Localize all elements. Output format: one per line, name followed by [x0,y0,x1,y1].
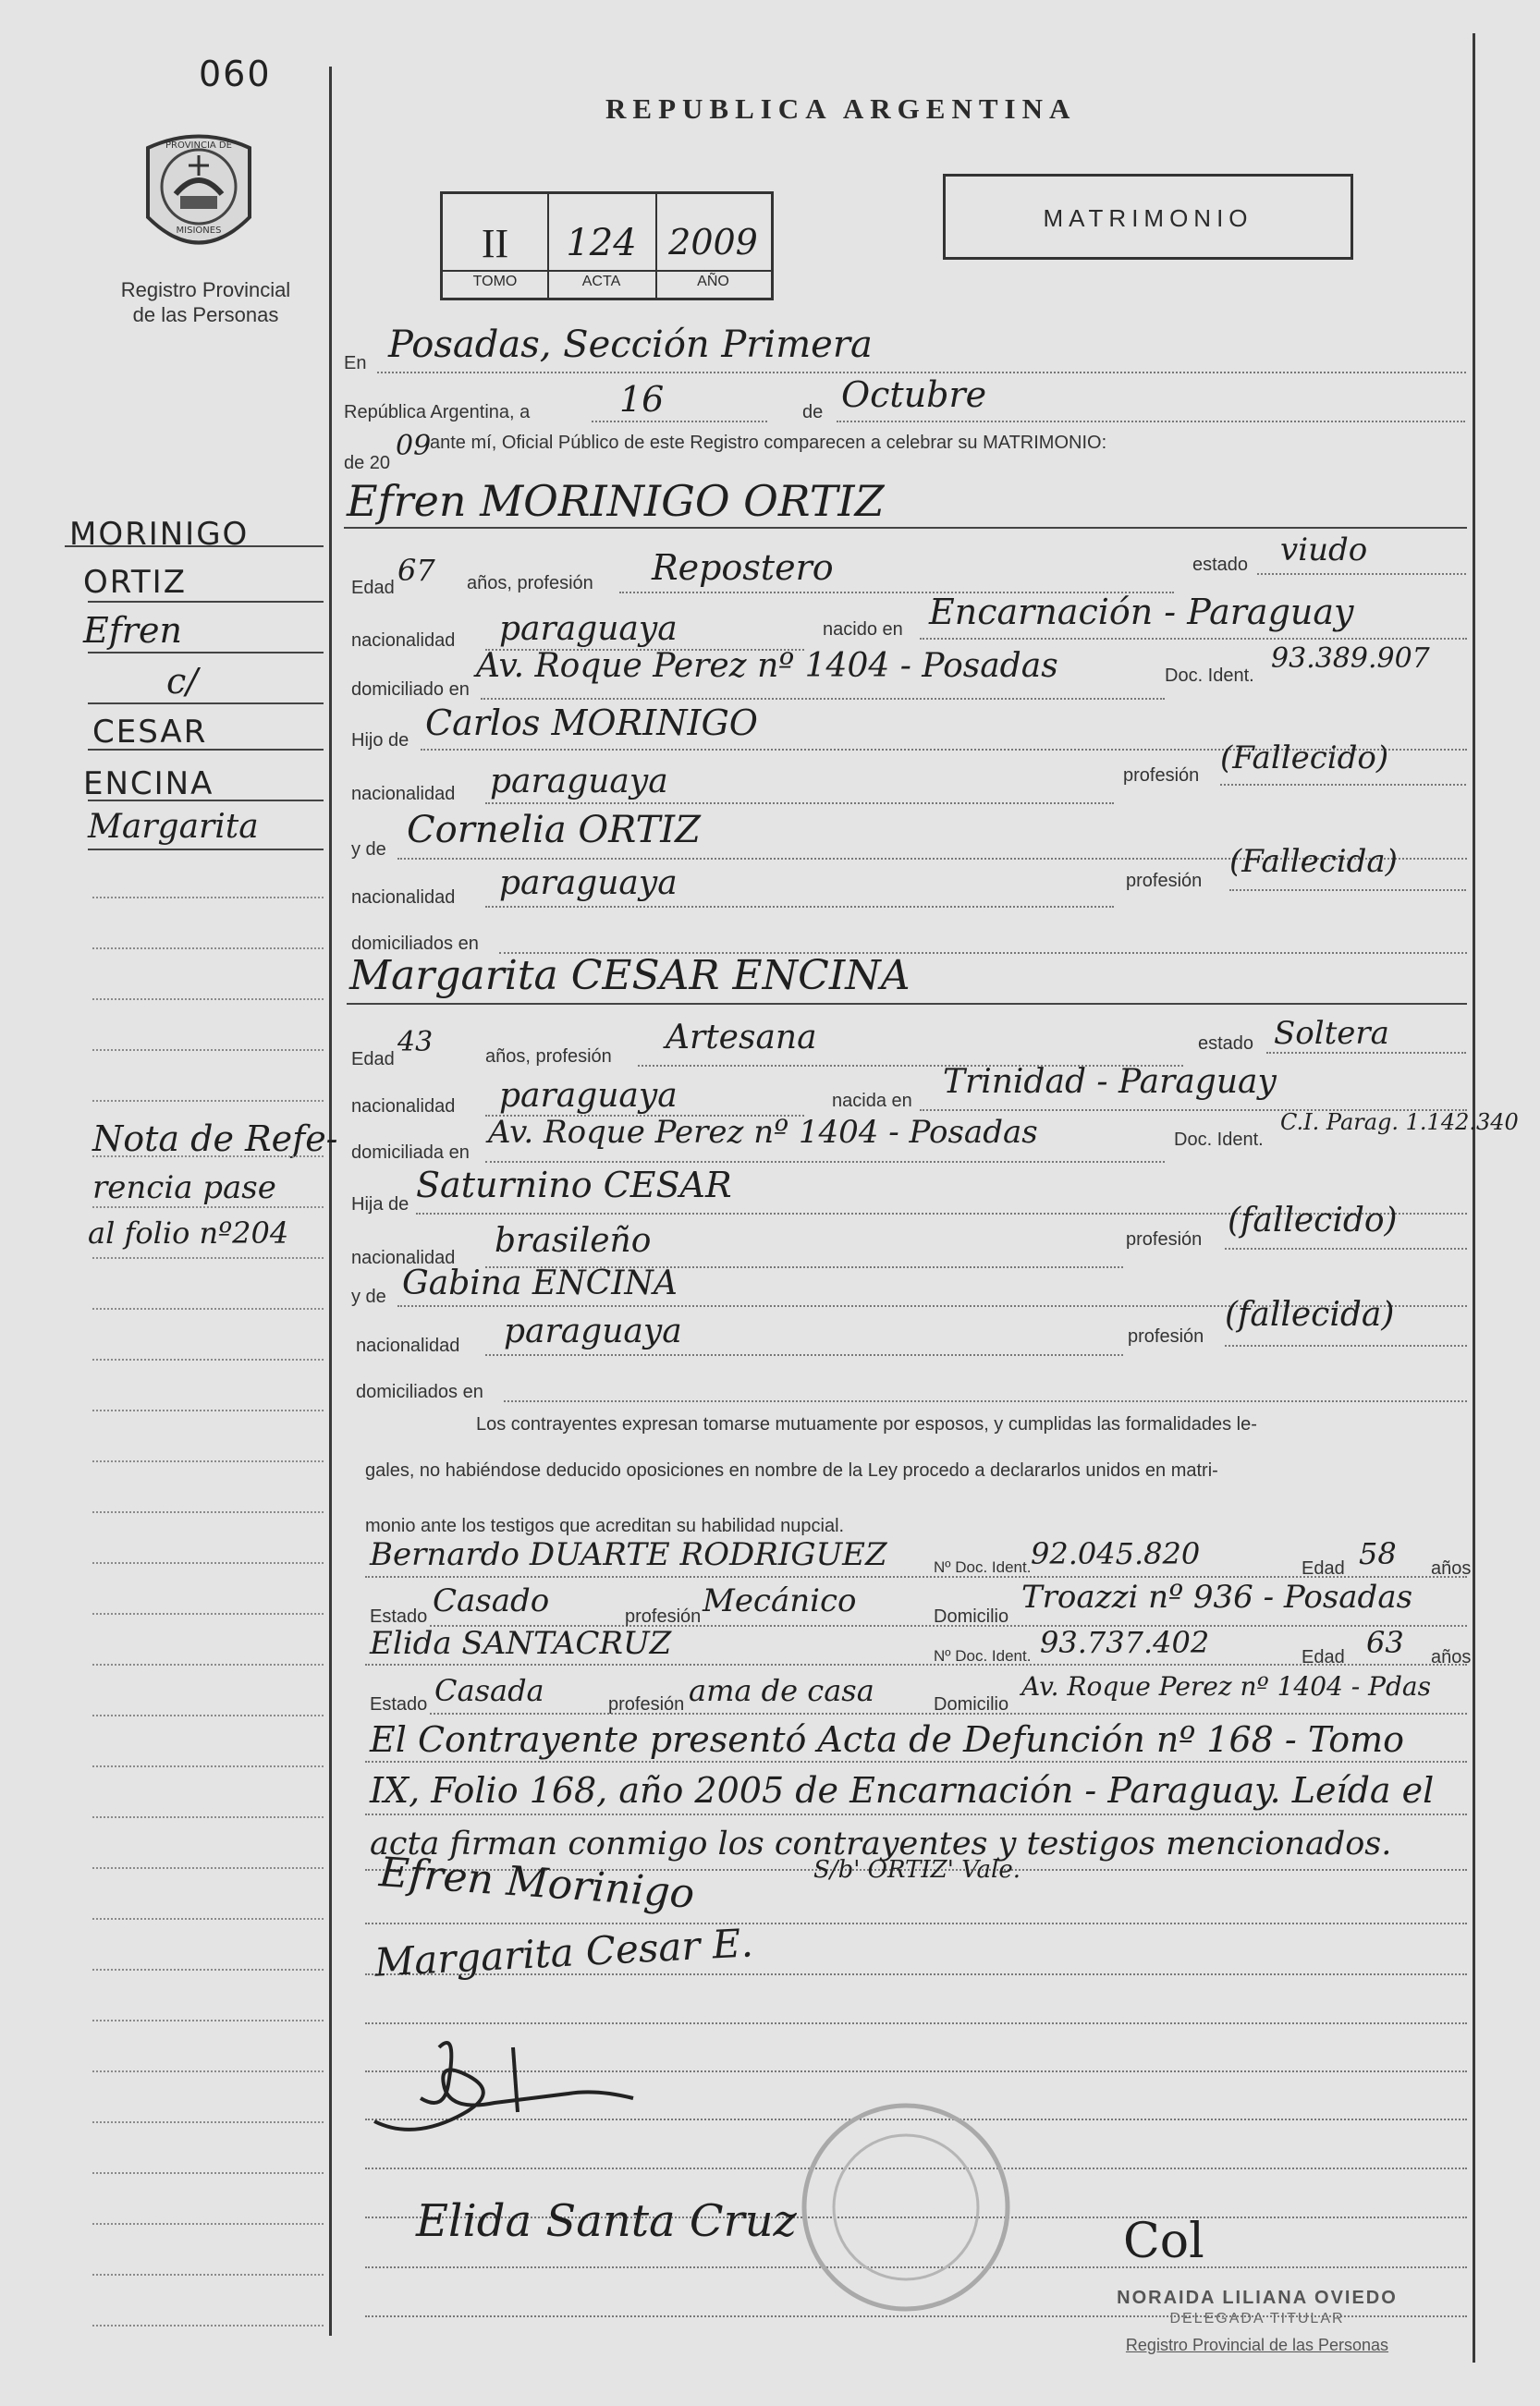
seal-text-top: PROVINCIA DE [165,140,232,151]
groom-address: Av. Roque Perez nº 1404 - Posadas [476,647,1058,685]
declaration-line-2: gales, no habiéndose deducido oposiciones en nombre de la Ley procedo a declararlos unidos en matri- [365,1460,1218,1481]
official-round-stamp-icon [795,2096,1017,2318]
note-line-2: IX, Folio 168, año 2005 de Encarnación - Paraguay. Leída el [370,1770,1435,1811]
bride-name: Margarita CESAR ENCINA [349,952,911,999]
left-margin-border [329,67,332,2336]
acta-label: ACTA [581,274,621,289]
month-value: Octubre [841,374,987,415]
groom-father-nat: paraguaya [490,763,668,800]
margin-groom-firstname: Efren [83,610,182,651]
witness1-dom-label: Domicilio [934,1606,1009,1627]
witness2-signature: Elida Santa Cruz [416,2195,797,2247]
declaration-line-1: Los contrayentes expresan tomarse mutuamente por esposos, y cumplidas las formalidades le- [476,1414,1257,1435]
bride-signature: Margarita Cesar E. [373,1920,754,1985]
groom-prof-label: años, profesión [467,573,593,593]
official-title-stamp: DELEGADA TITULAR [1169,2311,1345,2327]
margin-note-2: rencia pase [92,1169,276,1206]
groom-mother-prof: (Fallecida) [1229,843,1398,880]
groom-dom-label: domiciliado en [351,679,470,700]
bride-birthplace: Trinidad - Paraguay [943,1063,1277,1101]
witness2-dom-label: Domicilio [934,1694,1009,1715]
witness1-anios: años [1431,1558,1472,1579]
bride-age: 43 [397,1026,434,1058]
bride-mother-prof-label: profesión [1128,1326,1204,1347]
groom-mother: Cornelia ORTIZ [407,809,701,851]
act-reference-box [440,191,774,300]
acta-value: 124 [566,222,637,264]
bride-father-nat: brasileño [495,1222,652,1260]
margin-bride-surname1: CESAR [92,714,208,751]
bride-mother-label: y de [351,1287,386,1307]
groom-mother-prof-label: profesión [1126,871,1203,891]
witness1-age: 58 [1359,1536,1397,1571]
bride-doc: C.I. Parag. 1.142.340 [1280,1109,1519,1135]
de-label: de [802,402,824,422]
bride-mother-nat: paraguaya [504,1313,682,1350]
groom-father-nat-label: nacionalidad [351,784,456,804]
margin-note-3: al folio nº204 [88,1215,289,1251]
page-number: 060 [199,54,272,94]
act-type-label: MATRIMONIO [1043,204,1253,232]
groom-parents-dom-label: domiciliados en [351,934,479,954]
witness1-address: Troazzi nº 936 - Posadas [1021,1579,1413,1616]
witness1-doc-label: Nº Doc. Ident. [934,1558,1032,1576]
tomo-value: II [481,221,509,266]
groom-born-label: nacido en [823,619,903,640]
bride-father-nat-label: nacionalidad [351,1248,456,1268]
year-prefix: de 20 [344,453,391,473]
official-signature: Col [1123,2214,1204,2269]
witness1-estado: Casado [433,1582,550,1619]
groom-mother-nat: paraguaya [499,864,678,902]
bride-doc-label: Doc. Ident. [1174,1130,1264,1150]
bride-estado-label: estado [1198,1033,1254,1054]
margin-groom-surname2: ORTIZ [83,564,187,601]
act-type-box [943,174,1353,260]
bride-mother-nat-label: nacionalidad [356,1336,460,1356]
day-value: 16 [619,379,665,420]
bride-mother: Gabina ENCINA [402,1264,678,1302]
margin-groom-surname1: MORINIGO [69,516,250,553]
witness2-prof-label: profesión [608,1694,685,1715]
anio-value: 2009 [668,222,758,263]
witness2-estado: Casada [434,1673,544,1708]
margin-bride-surname2: ENCINA [83,765,214,802]
bride-estado: Soltera [1274,1015,1389,1052]
groom-mother-nat-label: nacionalidad [351,887,456,908]
margin-bride-firstname: Margarita [88,808,259,846]
bride-dom-label: domiciliada en [351,1142,470,1163]
anio-label: AÑO [697,274,729,289]
witness2-name: Elida SANTACRUZ [370,1625,672,1662]
year-suffix: 09 [396,430,432,462]
groom-father-prof-label: profesión [1123,765,1200,786]
bride-mother-prof: (fallecida) [1225,1296,1395,1334]
bride-father: Saturnino CESAR [416,1165,732,1205]
note-line-3: acta firman conmigo los contrayentes y testigos mencionados. [370,1826,1392,1863]
witness1-profession: Mecánico [703,1582,857,1619]
provincial-seal-icon [139,129,259,263]
right-margin-border [1473,33,1475,2363]
bride-nationality: paraguaya [499,1077,678,1115]
groom-nationality: paraguaya [499,610,678,648]
declaration-line-3: monio ante los testigos que acreditan su habilidad nupcial. [365,1516,845,1536]
groom-father-label: Hijo de [351,730,409,751]
witness2-doc-label: Nº Doc. Ident. [934,1647,1032,1665]
en-label: En [344,353,367,373]
margin-connector: c/ [166,661,199,702]
note-line-1: El Contrayente presentó Acta de Defunción nº 168 - Tomo [370,1719,1405,1760]
place-value: Posadas, Sección Primera [388,324,873,366]
republic-label: República Argentina, a [344,402,531,422]
witness1-prof-label: profesión [625,1606,702,1627]
witness2-age: 63 [1366,1625,1404,1660]
groom-birthplace: Encarnación - Paraguay [929,592,1354,632]
tomo-label: TOMO [472,274,518,289]
bride-father-prof: (fallecido) [1228,1202,1398,1240]
bride-father-label: Hija de [351,1194,409,1215]
groom-profession: Repostero [652,547,834,588]
groom-age: 67 [397,553,435,588]
groom-father: Carlos MORINIGO [425,702,758,743]
note-vale: S/b' ORTIZ' Vale. [813,1856,1021,1884]
witness2-edad-label: Edad [1302,1647,1345,1667]
margin-note-1: Nota de Refe- [92,1118,338,1159]
witness1-doc: 92.045.820 [1031,1536,1201,1571]
witness2-address: Av. Roque Perez nº 1404 - Pdas [1021,1671,1431,1702]
witness1-edad-label: Edad [1302,1558,1345,1579]
bride-prof-label: años, profesión [485,1046,612,1067]
bride-edad-label: Edad [351,1049,395,1069]
bride-profession: Artesana [666,1019,817,1056]
groom-nac-label: nacionalidad [351,630,456,651]
groom-mother-label: y de [351,839,386,860]
bride-father-prof-label: profesión [1126,1229,1203,1250]
bride-address: Av. Roque Perez nº 1404 - Posadas [488,1114,1038,1151]
witness1-estado-label: Estado [370,1606,428,1627]
official-name-stamp: NORAIDA LILIANA OVIEDO [1117,2288,1398,2308]
groom-edad-label: Edad [351,578,395,598]
bride-born-label: nacida en [832,1091,912,1111]
registry-name: Registro Provincial de las Personas [120,278,291,326]
witness2-anios: años [1431,1647,1472,1667]
groom-name: Efren MORINIGO ORTIZ [347,476,885,526]
country-title: REPUBLICA ARGENTINA [605,92,1077,125]
seal-text-bottom: MISIONES [176,226,222,236]
groom-estado: viudo [1280,531,1368,568]
groom-estado-label: estado [1192,555,1249,575]
bride-parents-dom-label: domiciliados en [356,1382,483,1402]
witness2-profession: ama de casa [689,1673,874,1708]
groom-signature: Efren Morinigo [377,1849,696,1918]
witness2-estado-label: Estado [370,1694,428,1715]
groom-doc: 93.389.907 [1271,642,1430,675]
intro-text: ante mí, Oficial Público de este Registro comparecen a celebrar su MATRIMONIO: [430,433,1107,453]
witness2-doc: 93.737.402 [1040,1625,1210,1660]
groom-doc-label: Doc. Ident. [1165,666,1254,686]
bride-nac-label: nacionalidad [351,1096,456,1117]
witness1-name: Bernardo DUARTE RODRIGUEZ [370,1536,887,1573]
groom-father-prof: (Fallecido) [1220,739,1389,776]
official-registry-stamp: Registro Provincial de las Personas [1125,2336,1389,2354]
